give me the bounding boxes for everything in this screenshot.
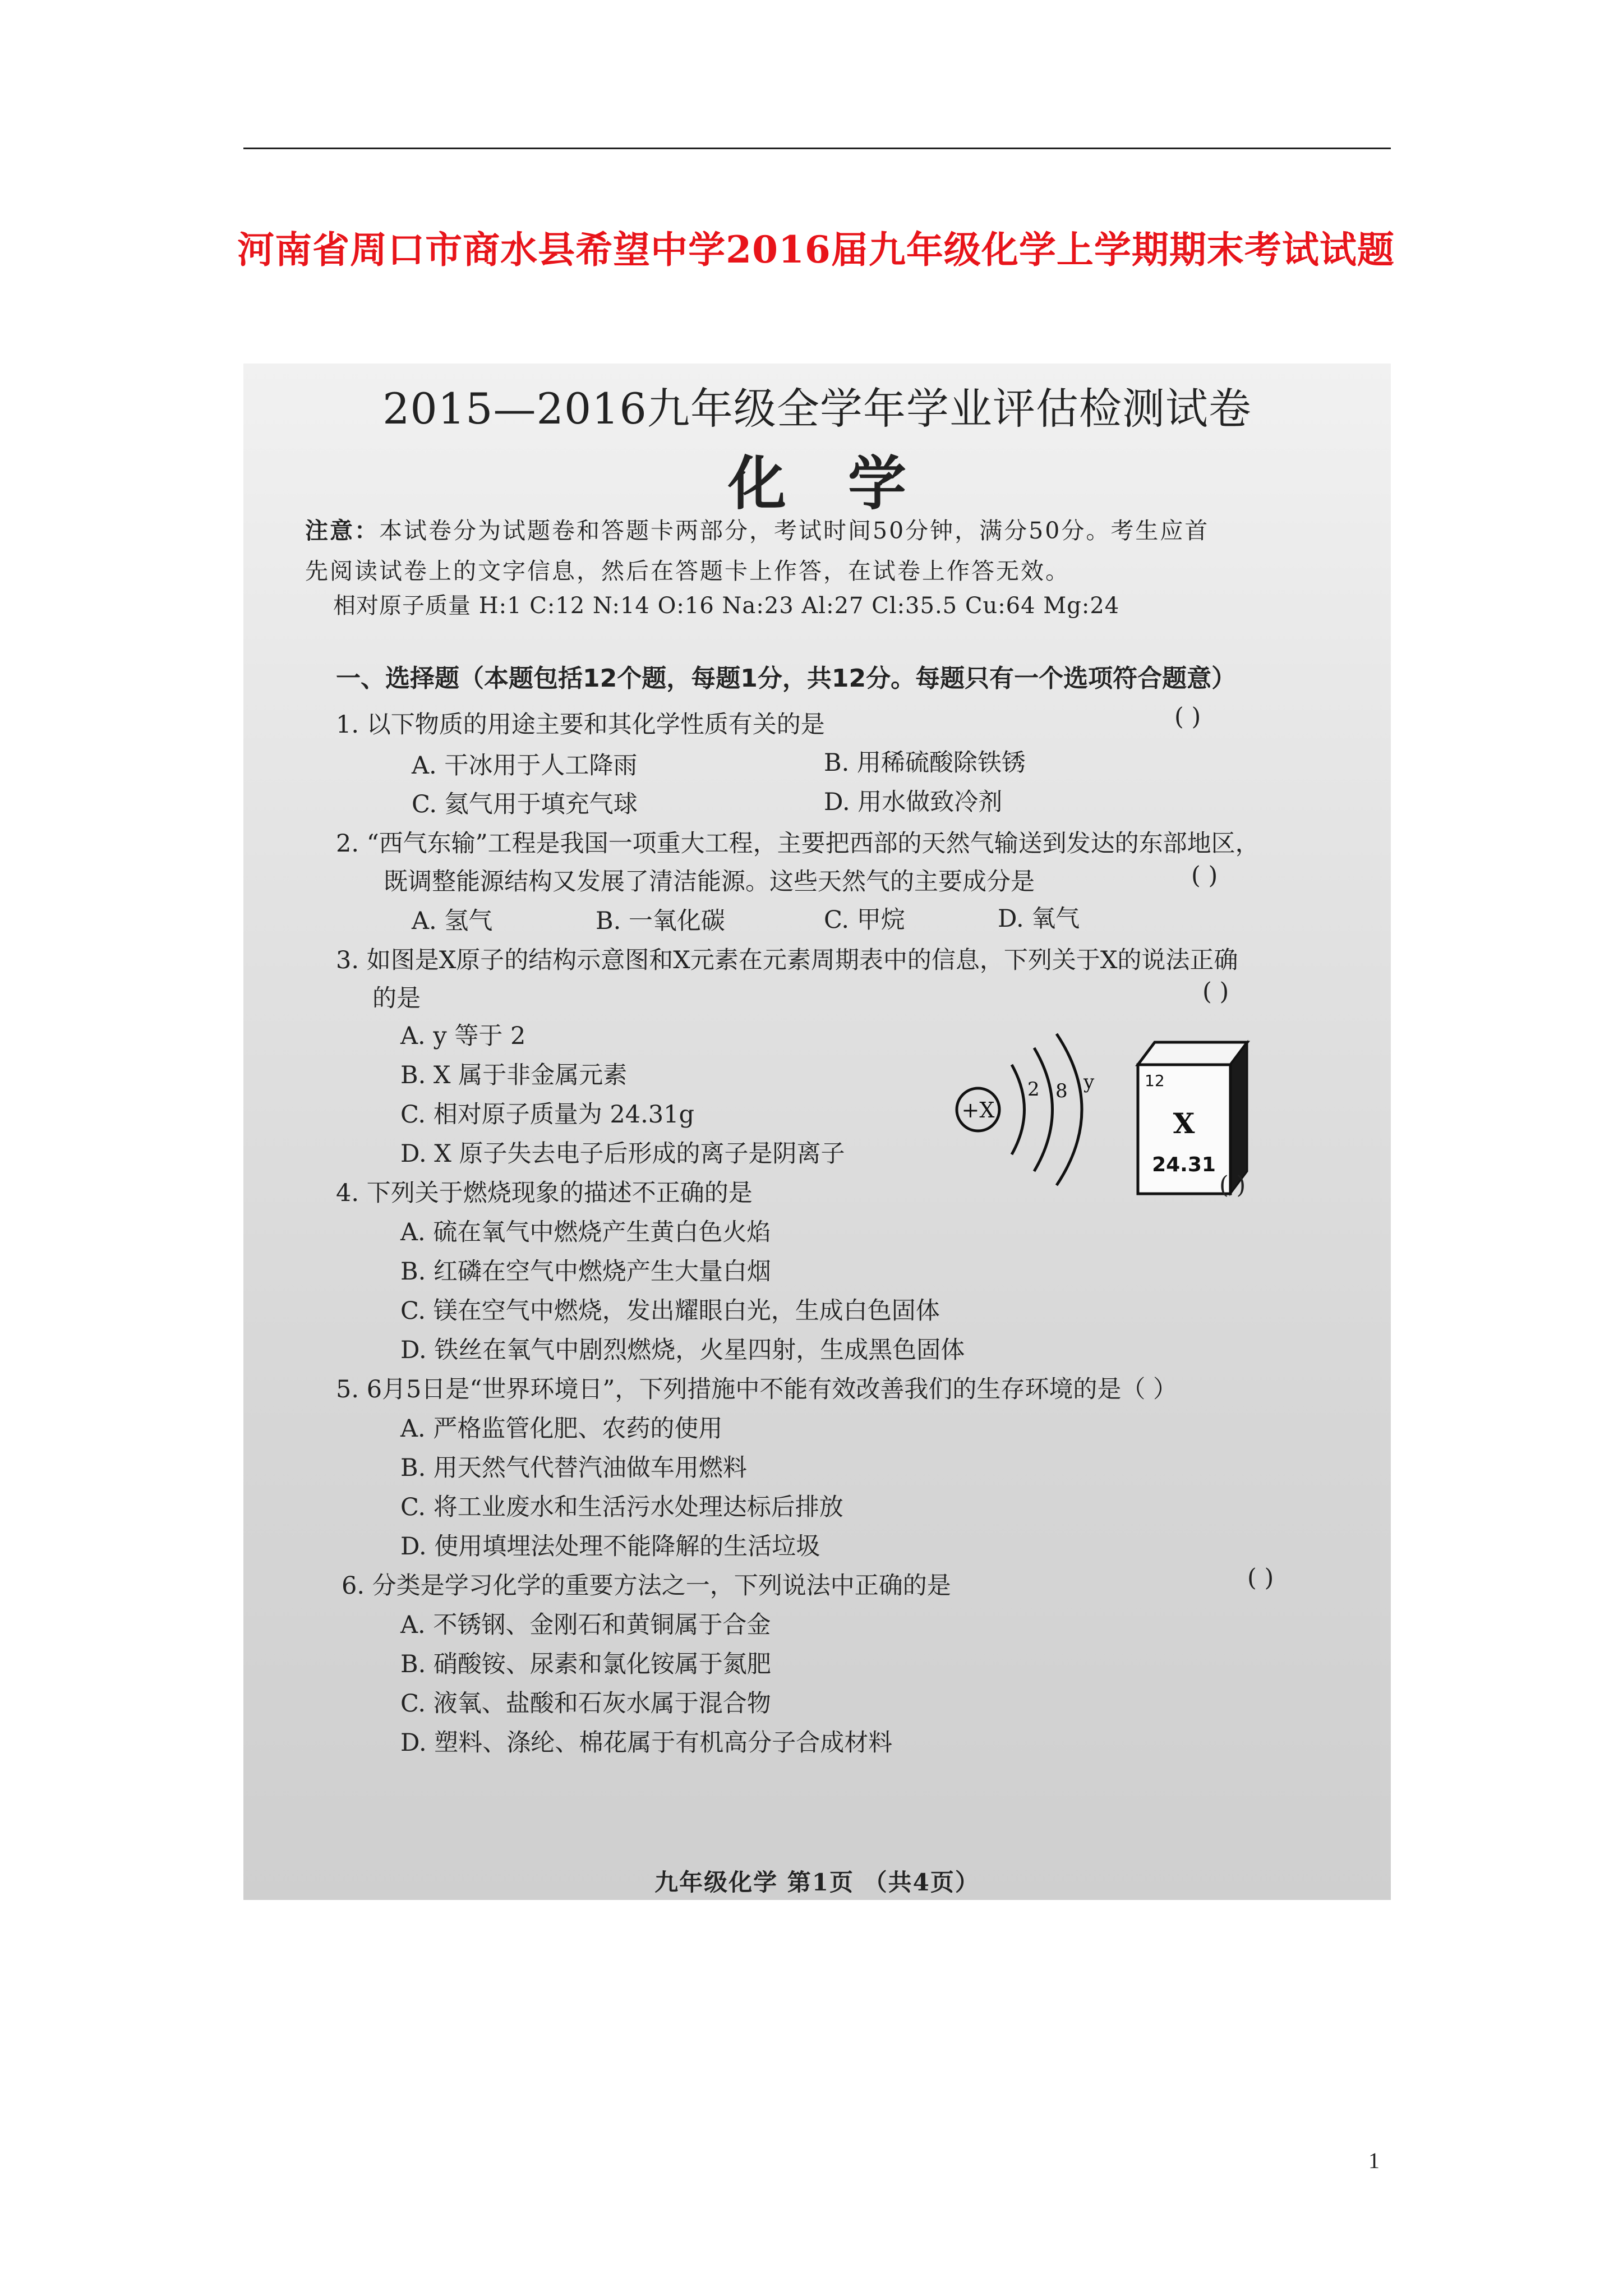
question-3-option-c: C. 相对原子质量为 24.31g bbox=[400, 1101, 694, 1129]
question-4-option-c: C. 镁在空气中燃烧，发出耀眼白光，生成白色固体 bbox=[400, 1297, 940, 1325]
question-3-stem-line-2: 的是 bbox=[372, 984, 421, 1013]
question-3-option-d: D. X 原子失去电子后形成的离子是阴离子 bbox=[400, 1140, 845, 1168]
notice-line-2: 先阅读试卷上的文字信息，然后在答题卡上作答，在试卷上作答无效。 bbox=[305, 558, 1070, 585]
question-4-answer-paren: ( ) bbox=[1219, 1171, 1246, 1199]
question-1-option-c: C. 氦气用于填充气球 bbox=[412, 790, 638, 818]
question-5-option-c: C. 将工业废水和生活污水处理达标后排放 bbox=[400, 1493, 843, 1521]
question-1-stem: 1. 以下物质的用途主要和其化学性质有关的是 bbox=[336, 711, 825, 739]
electron-shell-2 bbox=[1034, 1048, 1053, 1171]
question-6-option-b: B. 硝酸铵、尿素和氯化铵属于氮肥 bbox=[400, 1650, 771, 1678]
question-3-answer-paren: ( ) bbox=[1202, 978, 1229, 1006]
question-3-option-a: A. y 等于 2 bbox=[400, 1022, 526, 1050]
question-4-option-b: B. 红磷在空气中燃烧产生大量白烟 bbox=[400, 1258, 771, 1286]
question-2-stem-line-1: 2. “西气东输”工程是我国一项重大工程，主要把西部的天然气输送到发达的东部地区， bbox=[336, 830, 1260, 858]
document-title: 河南省周口市商水县希望中学2016届九年级化学上学期期末考试试题 bbox=[237, 228, 1395, 272]
exam-title: 2015—2016九年级全学年学业评估检测试卷 bbox=[382, 384, 1252, 434]
question-5-option-d: D. 使用填埋法处理不能降解的生活垃圾 bbox=[400, 1533, 820, 1561]
element-symbol: X bbox=[1173, 1107, 1195, 1140]
nucleus-label: +X bbox=[961, 1098, 995, 1122]
question-2-stem-line-2: 既调整能源结构又发展了清洁能源。这些天然气的主要成分是 bbox=[384, 868, 1035, 896]
question-6-option-c: C. 液氧、盐酸和石灰水属于混合物 bbox=[400, 1690, 771, 1718]
question-6-answer-paren: ( ) bbox=[1247, 1564, 1274, 1592]
notice-label: 注意： bbox=[305, 517, 379, 544]
header-rule bbox=[243, 148, 1391, 149]
element-atomic-number: 12 bbox=[1145, 1071, 1165, 1090]
question-5-option-b: B. 用天然气代替汽油做车用燃料 bbox=[400, 1454, 747, 1482]
element-cell-top bbox=[1138, 1042, 1247, 1065]
exam-notice bbox=[305, 510, 1343, 591]
scanned-exam-page bbox=[243, 364, 1391, 1900]
question-6-stem: 6. 分类是学习化学的重要方法之一，下列说法中正确的是 bbox=[342, 1572, 951, 1600]
question-5-option-a: A. 严格监管化肥、农药的使用 bbox=[400, 1415, 723, 1443]
exam-page-footer: 九年级化学 第1页 （共4页） bbox=[654, 1869, 980, 1896]
question-1-option-b: B. 用稀硫酸除铁锈 bbox=[824, 749, 1026, 777]
question-2-option-a: A. 氢气 bbox=[412, 907, 493, 935]
question-3-option-b: B. X 属于非金属元素 bbox=[400, 1061, 628, 1089]
electron-shell-3 bbox=[1057, 1034, 1082, 1185]
atomic-masses: 相对原子质量 H:1 C:12 N:14 O:16 Na:23 Al:27 Cl:35.5 Cu:64 Mg:24 bbox=[333, 593, 1120, 619]
shell-2-electrons: 8 bbox=[1055, 1080, 1068, 1102]
subject-title: 化学 bbox=[727, 449, 968, 518]
question-6-option-d: D. 塑料、涤纶、棉花属于有机高分子合成材料 bbox=[400, 1729, 893, 1757]
question-1-option-a: A. 干冰用于人工降雨 bbox=[412, 752, 638, 780]
shell-1-electrons: 2 bbox=[1027, 1078, 1040, 1101]
question-6-option-a: A. 不锈钢、金刚石和黄铜属于合金 bbox=[400, 1611, 771, 1639]
question-2-option-c: C. 甲烷 bbox=[824, 906, 905, 934]
section-heading: 一、选择题（本题包括12个题，每题1分，共12分。每题只有一个选项符合题意） bbox=[336, 664, 1237, 693]
page-number: 1 bbox=[1368, 2148, 1380, 2173]
electron-shell-1 bbox=[1012, 1065, 1025, 1154]
question-1-answer-paren: ( ) bbox=[1174, 703, 1201, 731]
question-2-answer-paren: ( ) bbox=[1191, 862, 1218, 890]
shell-3-electrons: y bbox=[1083, 1071, 1095, 1093]
question-2-option-d: D. 氧气 bbox=[998, 905, 1080, 933]
notice-line-1: 本试卷分为试题卷和答题卡两部分，考试时间50分钟，满分50分。考生应首 bbox=[379, 517, 1210, 544]
question-1-option-d: D. 用水做致冷剂 bbox=[824, 788, 1003, 816]
question-4-option-d: D. 铁丝在氧气中剧烈燃烧，火星四射，生成黑色固体 bbox=[400, 1336, 965, 1364]
question-4-stem: 4. 下列关于燃烧现象的描述不正确的是 bbox=[336, 1179, 753, 1207]
question-2-option-b: B. 一氧化碳 bbox=[596, 907, 725, 935]
question-4-option-a: A. 硫在氧气中燃烧产生黄白色火焰 bbox=[400, 1218, 771, 1246]
question-3-stem-line-1: 3. 如图是X原子的结构示意图和X元素在元素周期表中的信息，下列关于X的说法正确 bbox=[336, 946, 1238, 974]
element-mass: 24.31 bbox=[1152, 1153, 1216, 1176]
question-5-stem: 5. 6月5日是“世界环境日”，下列措施中不能有效改善我们的生存环境的是（ ） bbox=[336, 1375, 1178, 1404]
